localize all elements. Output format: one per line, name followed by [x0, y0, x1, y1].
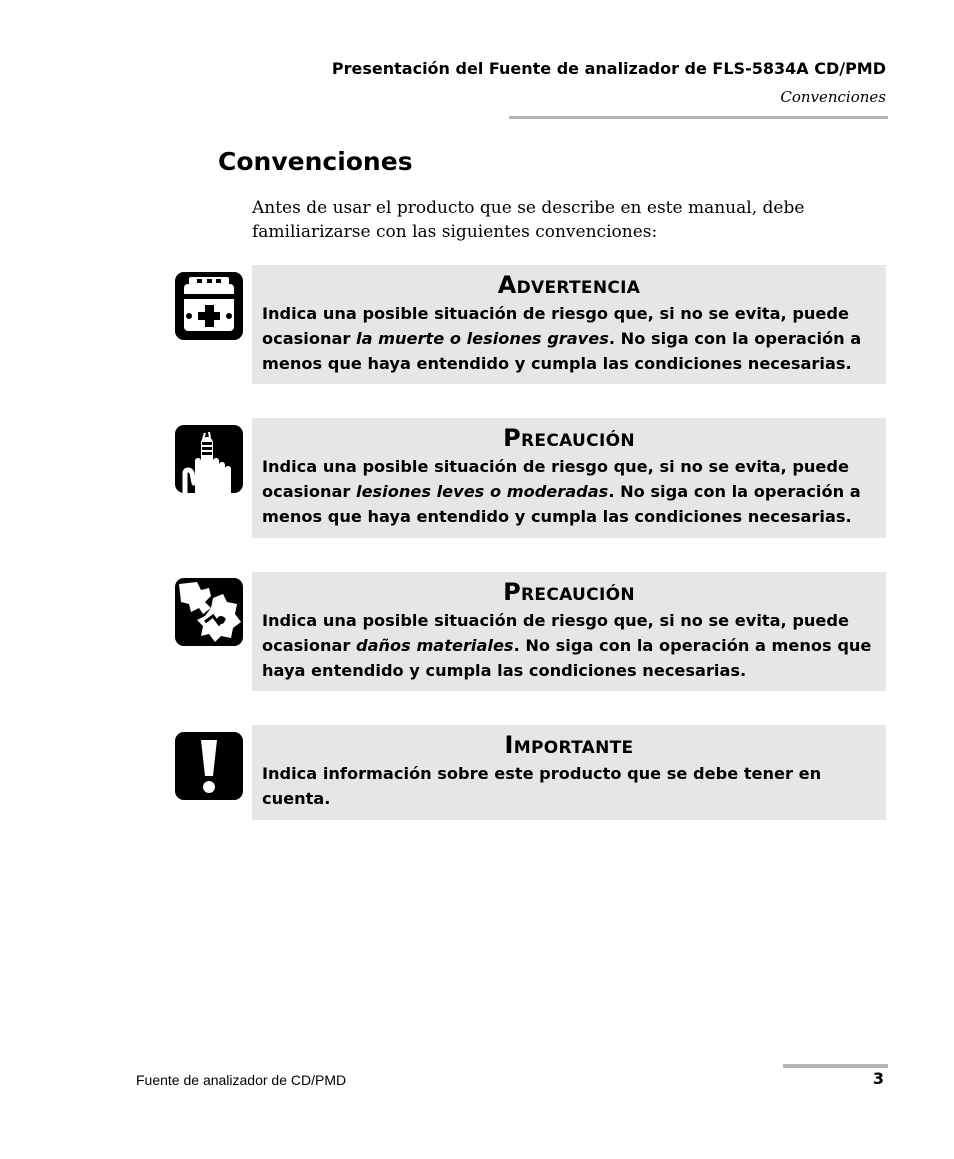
notice-line — [262, 633, 876, 658]
notice-title: Advertencia — [497, 271, 641, 299]
notice-text-plain: ocasionar — [262, 636, 357, 655]
notice-emphasis: daños materiales — [356, 636, 514, 655]
notice-line: cuenta. — [262, 789, 331, 808]
notice-line: Indica una posible situación de riesgo que, si no se evita, puede — [262, 304, 849, 323]
notice-line: haya entendido y cumpla las condiciones necesarias. — [262, 661, 747, 680]
intro-line: familiarizarse con las siguientes convenciones: — [252, 222, 658, 242]
notice-line — [262, 479, 876, 504]
footer-rule — [783, 1064, 888, 1068]
intro-line: Antes de usar el producto que se describe en este manual, debe — [252, 198, 805, 218]
section-heading: Convenciones — [218, 147, 413, 176]
notice-text — [262, 608, 876, 683]
notice-text-plain: . No siga con la operación a — [608, 482, 861, 501]
caution-broken-gear-icon — [175, 578, 243, 646]
header-rule — [509, 116, 888, 119]
notice-line: Indica información sobre este producto que se debe tener en — [262, 764, 822, 783]
notice-box-precaucion-danos — [252, 572, 886, 691]
notice-text — [262, 301, 876, 376]
notice-line: Indica una posible situación de riesgo que, si no se evita, puede — [262, 457, 849, 476]
notice-emphasis: lesiones leves o moderadas — [356, 482, 609, 501]
notice-emphasis: la muerte o lesiones graves — [356, 329, 609, 348]
notice-box-precaucion-lesiones — [252, 418, 886, 538]
notice-text-plain: ocasionar — [262, 482, 357, 501]
notice-text-plain: . No siga con la operación a — [608, 329, 862, 348]
notice-title: Precaución — [503, 578, 635, 606]
footer-document-title: Fuente de analizador de CD/PMD — [136, 1072, 347, 1088]
notice-text-plain: ocasionar — [262, 329, 357, 348]
page-header-title: Presentación del Fuente de analizador de FLS-5834A CD/PMD — [331, 59, 886, 78]
page-header-subtitle: Convenciones — [780, 88, 886, 106]
important-exclamation-icon — [175, 732, 243, 800]
notice-line: Indica una posible situación de riesgo que, si no se evita, puede — [262, 611, 849, 630]
notice-title: Importante — [504, 731, 634, 759]
notice-text-plain: . No siga con la operación a menos que — [513, 636, 872, 655]
notice-title: Precaución — [503, 424, 635, 452]
notice-box-importante — [252, 725, 886, 820]
warning-ambulance-icon — [175, 272, 243, 340]
notice-text — [262, 761, 876, 811]
notice-line: menos que haya entendido y cumpla las condiciones necesarias. — [262, 507, 852, 526]
notice-text — [262, 454, 876, 529]
notice-line: menos que haya entendido y cumpla las condiciones necesarias. — [262, 354, 852, 373]
page-number: 3 — [872, 1069, 884, 1088]
notice-line — [262, 326, 876, 351]
caution-hand-icon — [175, 425, 243, 493]
notice-box-advertencia — [252, 265, 886, 384]
intro-paragraph — [252, 196, 852, 244]
